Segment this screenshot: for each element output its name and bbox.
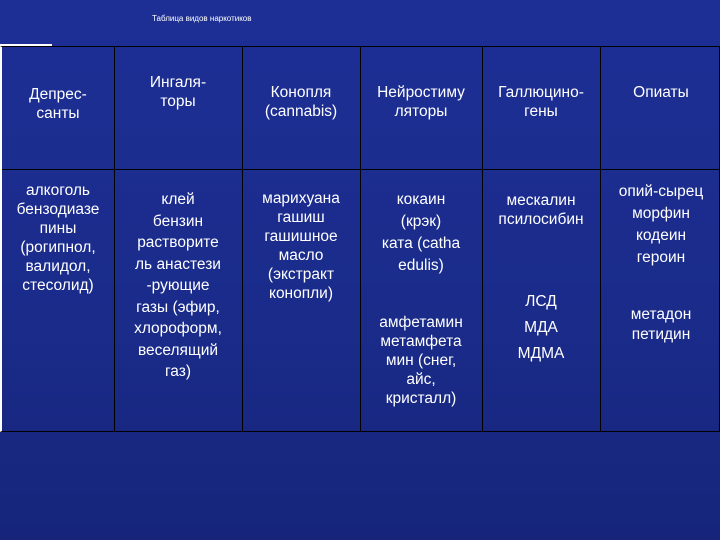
slide-background-footer <box>0 432 720 540</box>
cell-cannabis: марихуана гашиш гашишное масло (экстракт конопли) <box>262 190 340 302</box>
slide-title: Таблица видов наркотиков <box>152 14 252 23</box>
header-inhalants: Ингаля- торы <box>149 74 207 110</box>
cell-opiates-bottom: метадон петидин <box>630 306 692 343</box>
cell-inhalants: клей бензин растворите ль анастези -рующие газы (эфир, хлороформ, веселящий газ) <box>134 191 222 380</box>
cell-hallucinogens-top: мескалин псилосибин <box>498 192 584 228</box>
cell-depressants: алкоголь бензодиазе пины (рогипнол, валидол, стесолид) <box>16 182 100 294</box>
cell-hallucinogens-bottom: ЛСД МДА МДМА <box>517 293 565 362</box>
header-cannabis: Конопля (cannabis) <box>264 84 338 120</box>
cell-opiates-top: опий-сырец морфин кодеин героин <box>618 183 704 266</box>
header-depressants: Депрес- санты <box>29 86 87 122</box>
header-hallucinogens: Галлюцино- гены <box>498 84 584 120</box>
header-row-divider <box>2 169 719 170</box>
cell-stimulants-bottom: амфетамин метамфета мин (снег, айс, кристалл) <box>379 314 463 407</box>
header-opiates: Опиаты <box>633 84 689 101</box>
header-neurostimulants: Нейростиму ляторы <box>377 84 465 120</box>
cell-stimulants-top: кокаин (крэк) ката (catha edulis) <box>381 191 461 274</box>
drug-types-table <box>0 46 720 432</box>
